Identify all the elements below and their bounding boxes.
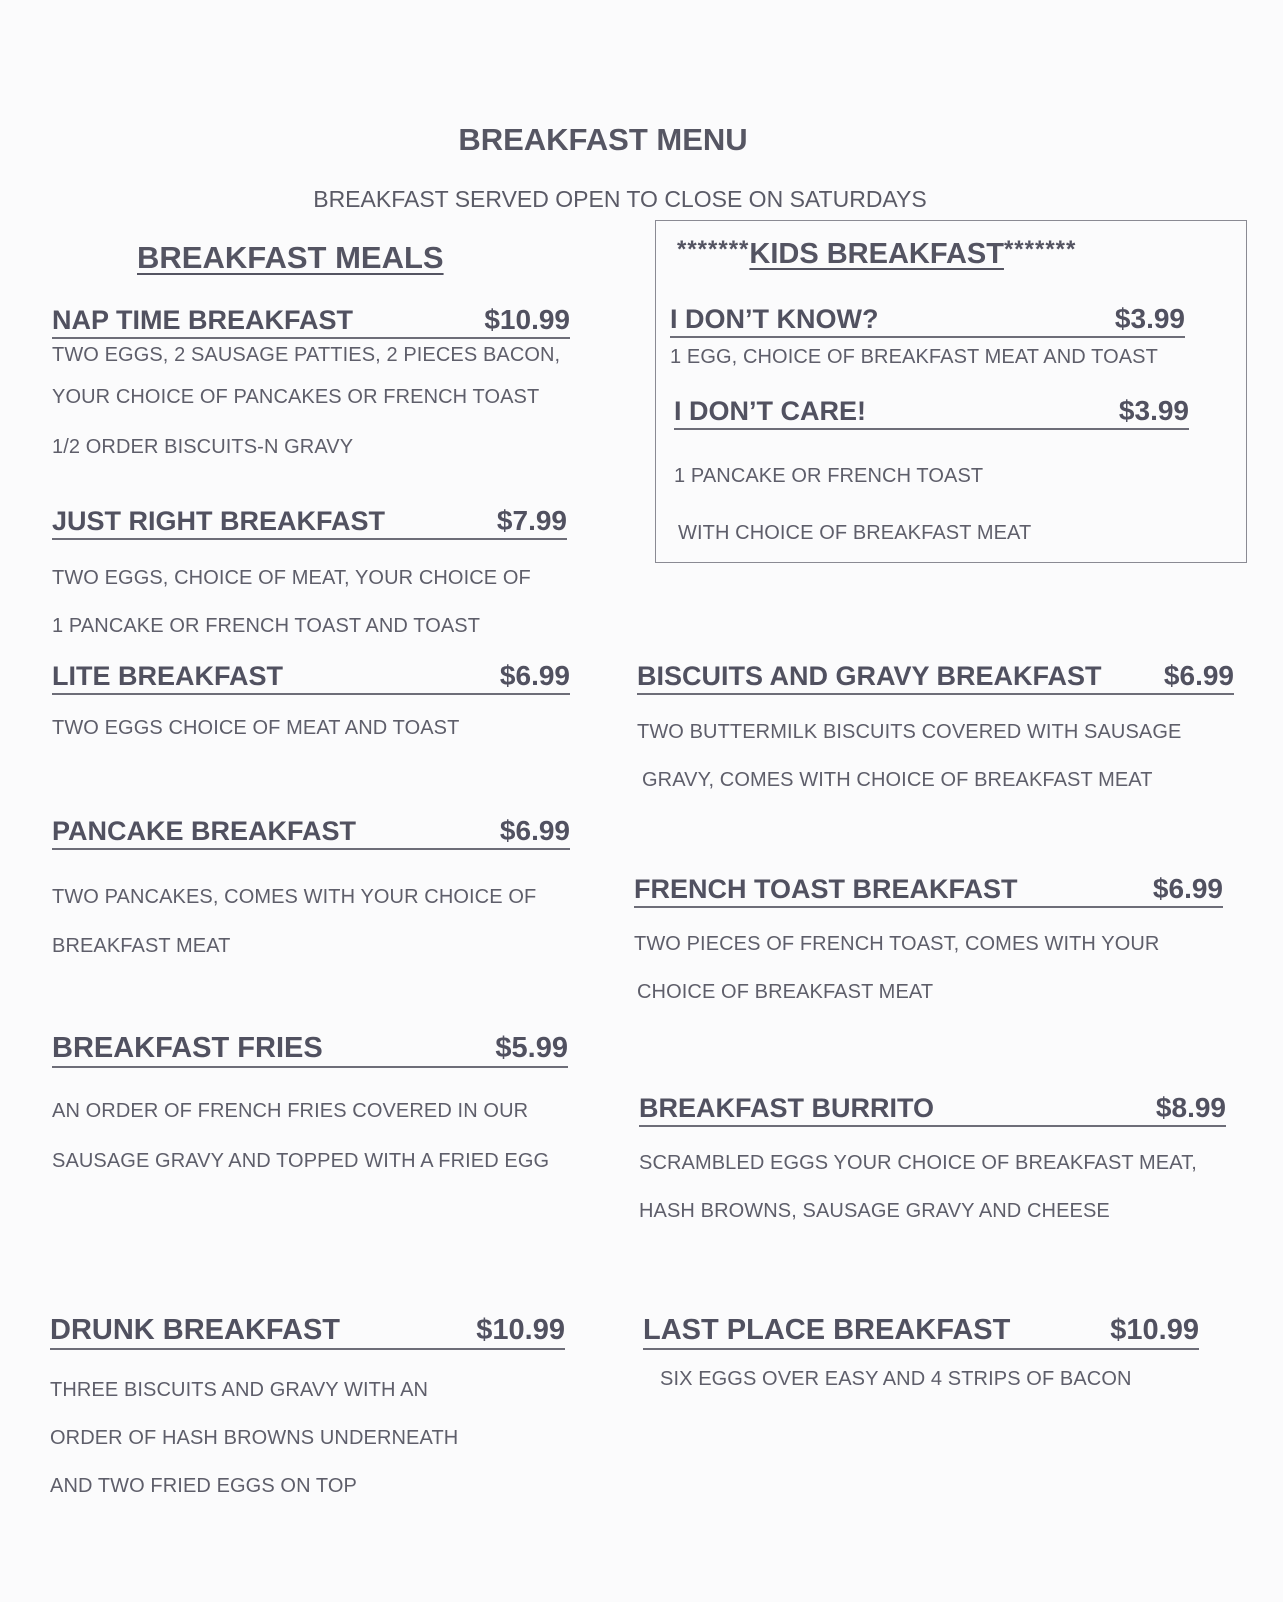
item-name: BREAKFAST FRIES	[52, 1032, 323, 1064]
item-name: NAP TIME BREAKFAST	[52, 305, 354, 335]
description-line: 1 PANCAKE OR FRENCH TOAST AND TOAST	[52, 615, 481, 637]
section-heading-breakfast-meals: BREAKFAST MEALS	[137, 240, 444, 275]
kids-item-i-dont-know	[670, 302, 1185, 369]
item-description	[634, 920, 1223, 1016]
item-heading	[50, 1310, 565, 1350]
item-description	[670, 346, 1185, 369]
item-description	[50, 1366, 565, 1510]
item-heading	[52, 303, 570, 339]
item-name: DRUNK BREAKFAST	[50, 1314, 340, 1346]
item-heading	[52, 504, 567, 540]
menu-title: BREAKFAST MENU	[458, 122, 748, 157]
menu-item-breakfast-fries	[52, 1028, 568, 1186]
item-price: $6.99	[499, 660, 570, 691]
item-heading	[639, 1091, 1226, 1127]
description-line: YOUR CHOICE OF PANCAKES OR FRENCH TOAST	[52, 386, 540, 408]
item-name: JUST RIGHT BREAKFAST	[52, 506, 386, 536]
description-line: TWO BUTTERMILK BISCUITS COVERED WITH SAUSAGE	[637, 721, 1182, 743]
description-line: TWO EGGS CHOICE OF MEAT AND TOAST	[52, 717, 460, 739]
item-price: $7.99	[496, 505, 567, 536]
item-heading	[670, 302, 1185, 338]
item-description	[52, 1086, 568, 1186]
description-line: GRAVY, COMES WITH CHOICE OF BREAKFAST MEAT	[642, 769, 1153, 791]
menu-item-breakfast-burrito	[639, 1091, 1226, 1235]
description-line: 1 PANCAKE OR FRENCH TOAST	[674, 465, 984, 487]
description-line: AN ORDER OF FRENCH FRIES COVERED IN OUR	[52, 1100, 529, 1122]
item-heading	[643, 1310, 1199, 1350]
description-line: TWO EGGS, CHOICE OF MEAT, YOUR CHOICE OF	[52, 567, 531, 589]
kids-heading-label: KIDS BREAKFAST	[749, 238, 1004, 270]
item-price: $6.99	[499, 815, 570, 846]
menu-item-pancake-breakfast	[52, 814, 570, 971]
item-description	[660, 1368, 1199, 1391]
item-description	[52, 339, 570, 470]
item-heading	[52, 1028, 568, 1068]
description-line: TWO PANCAKES, COMES WITH YOUR CHOICE OF	[52, 886, 537, 908]
description-line: BREAKFAST MEAT	[52, 935, 231, 957]
menu-item-just-right-breakfast	[52, 504, 567, 650]
item-heading	[52, 659, 570, 695]
item-price: $3.99	[1118, 395, 1189, 426]
description-line: TWO PIECES OF FRENCH TOAST, COMES WITH YOUR	[634, 933, 1160, 955]
item-name: LAST PLACE BREAKFAST	[643, 1314, 1011, 1346]
kids-stars-right: *******	[1003, 236, 1077, 263]
item-description	[637, 708, 1234, 804]
item-price: $6.99	[1163, 660, 1234, 691]
menu-item-drunk-breakfast	[50, 1310, 565, 1510]
item-name: FRENCH TOAST BREAKFAST	[634, 874, 1018, 904]
description-line: WITH CHOICE OF BREAKFAST MEAT	[678, 522, 1032, 544]
item-price: $10.99	[1110, 1314, 1199, 1346]
description-line: ORDER OF HASH BROWNS UNDERNEATH	[50, 1427, 459, 1449]
description-line: SCRAMBLED EGGS YOUR CHOICE OF BREAKFAST MEAT,	[639, 1152, 1197, 1174]
item-description	[52, 554, 567, 650]
kids-stars-left: *******	[677, 236, 750, 263]
item-name: I DON’T CARE!	[674, 396, 866, 426]
menu-item-last-place-breakfast	[643, 1310, 1199, 1391]
item-price: $10.99	[476, 1314, 565, 1346]
menu-subtitle: BREAKFAST SERVED OPEN TO CLOSE ON SATURDAYS	[313, 186, 927, 212]
item-price: $3.99	[1114, 303, 1185, 334]
item-description	[52, 873, 570, 971]
item-name: LITE BREAKFAST	[52, 661, 284, 691]
item-name: PANCAKE BREAKFAST	[52, 816, 357, 846]
item-name: I DON’T KNOW?	[670, 304, 879, 334]
item-price: $5.99	[495, 1032, 568, 1064]
item-description	[674, 448, 1189, 562]
item-name: BISCUITS AND GRAVY BREAKFAST	[637, 661, 1102, 691]
item-price: $10.99	[484, 304, 570, 335]
item-name: BREAKFAST BURRITO	[639, 1093, 935, 1123]
description-line: SAUSAGE GRAVY AND TOPPED WITH A FRIED EGG	[52, 1150, 550, 1172]
item-heading	[674, 394, 1189, 430]
description-line: TWO EGGS, 2 SAUSAGE PATTIES, 2 PIECES BACON,	[52, 344, 561, 366]
item-heading	[634, 872, 1223, 908]
description-line: SIX EGGS OVER EASY AND 4 STRIPS OF BACON	[660, 1368, 1132, 1390]
description-line: AND TWO FRIED EGGS ON TOP	[50, 1475, 357, 1497]
item-heading	[637, 659, 1234, 695]
item-description	[639, 1139, 1226, 1235]
kids-breakfast-heading	[677, 236, 1076, 271]
description-line: THREE BISCUITS AND GRAVY WITH AN	[50, 1379, 429, 1401]
menu-item-biscuits-and-gravy-breakfast	[637, 659, 1234, 804]
description-line: 1/2 ORDER BISCUITS-N GRAVY	[52, 436, 354, 458]
item-price: $6.99	[1152, 873, 1223, 904]
menu-item-french-toast-breakfast	[634, 872, 1223, 1016]
description-line: 1 EGG, CHOICE OF BREAKFAST MEAT AND TOAST	[670, 346, 1158, 368]
description-line: CHOICE OF BREAKFAST MEAT	[637, 981, 934, 1003]
menu-item-nap-time-breakfast	[52, 303, 570, 470]
item-heading	[52, 814, 570, 850]
description-line: HASH BROWNS, SAUSAGE GRAVY AND CHEESE	[639, 1200, 1110, 1222]
kids-item-i-dont-care	[674, 394, 1189, 562]
menu-item-lite-breakfast	[52, 659, 570, 740]
item-description	[52, 717, 570, 740]
item-price: $8.99	[1155, 1092, 1226, 1123]
